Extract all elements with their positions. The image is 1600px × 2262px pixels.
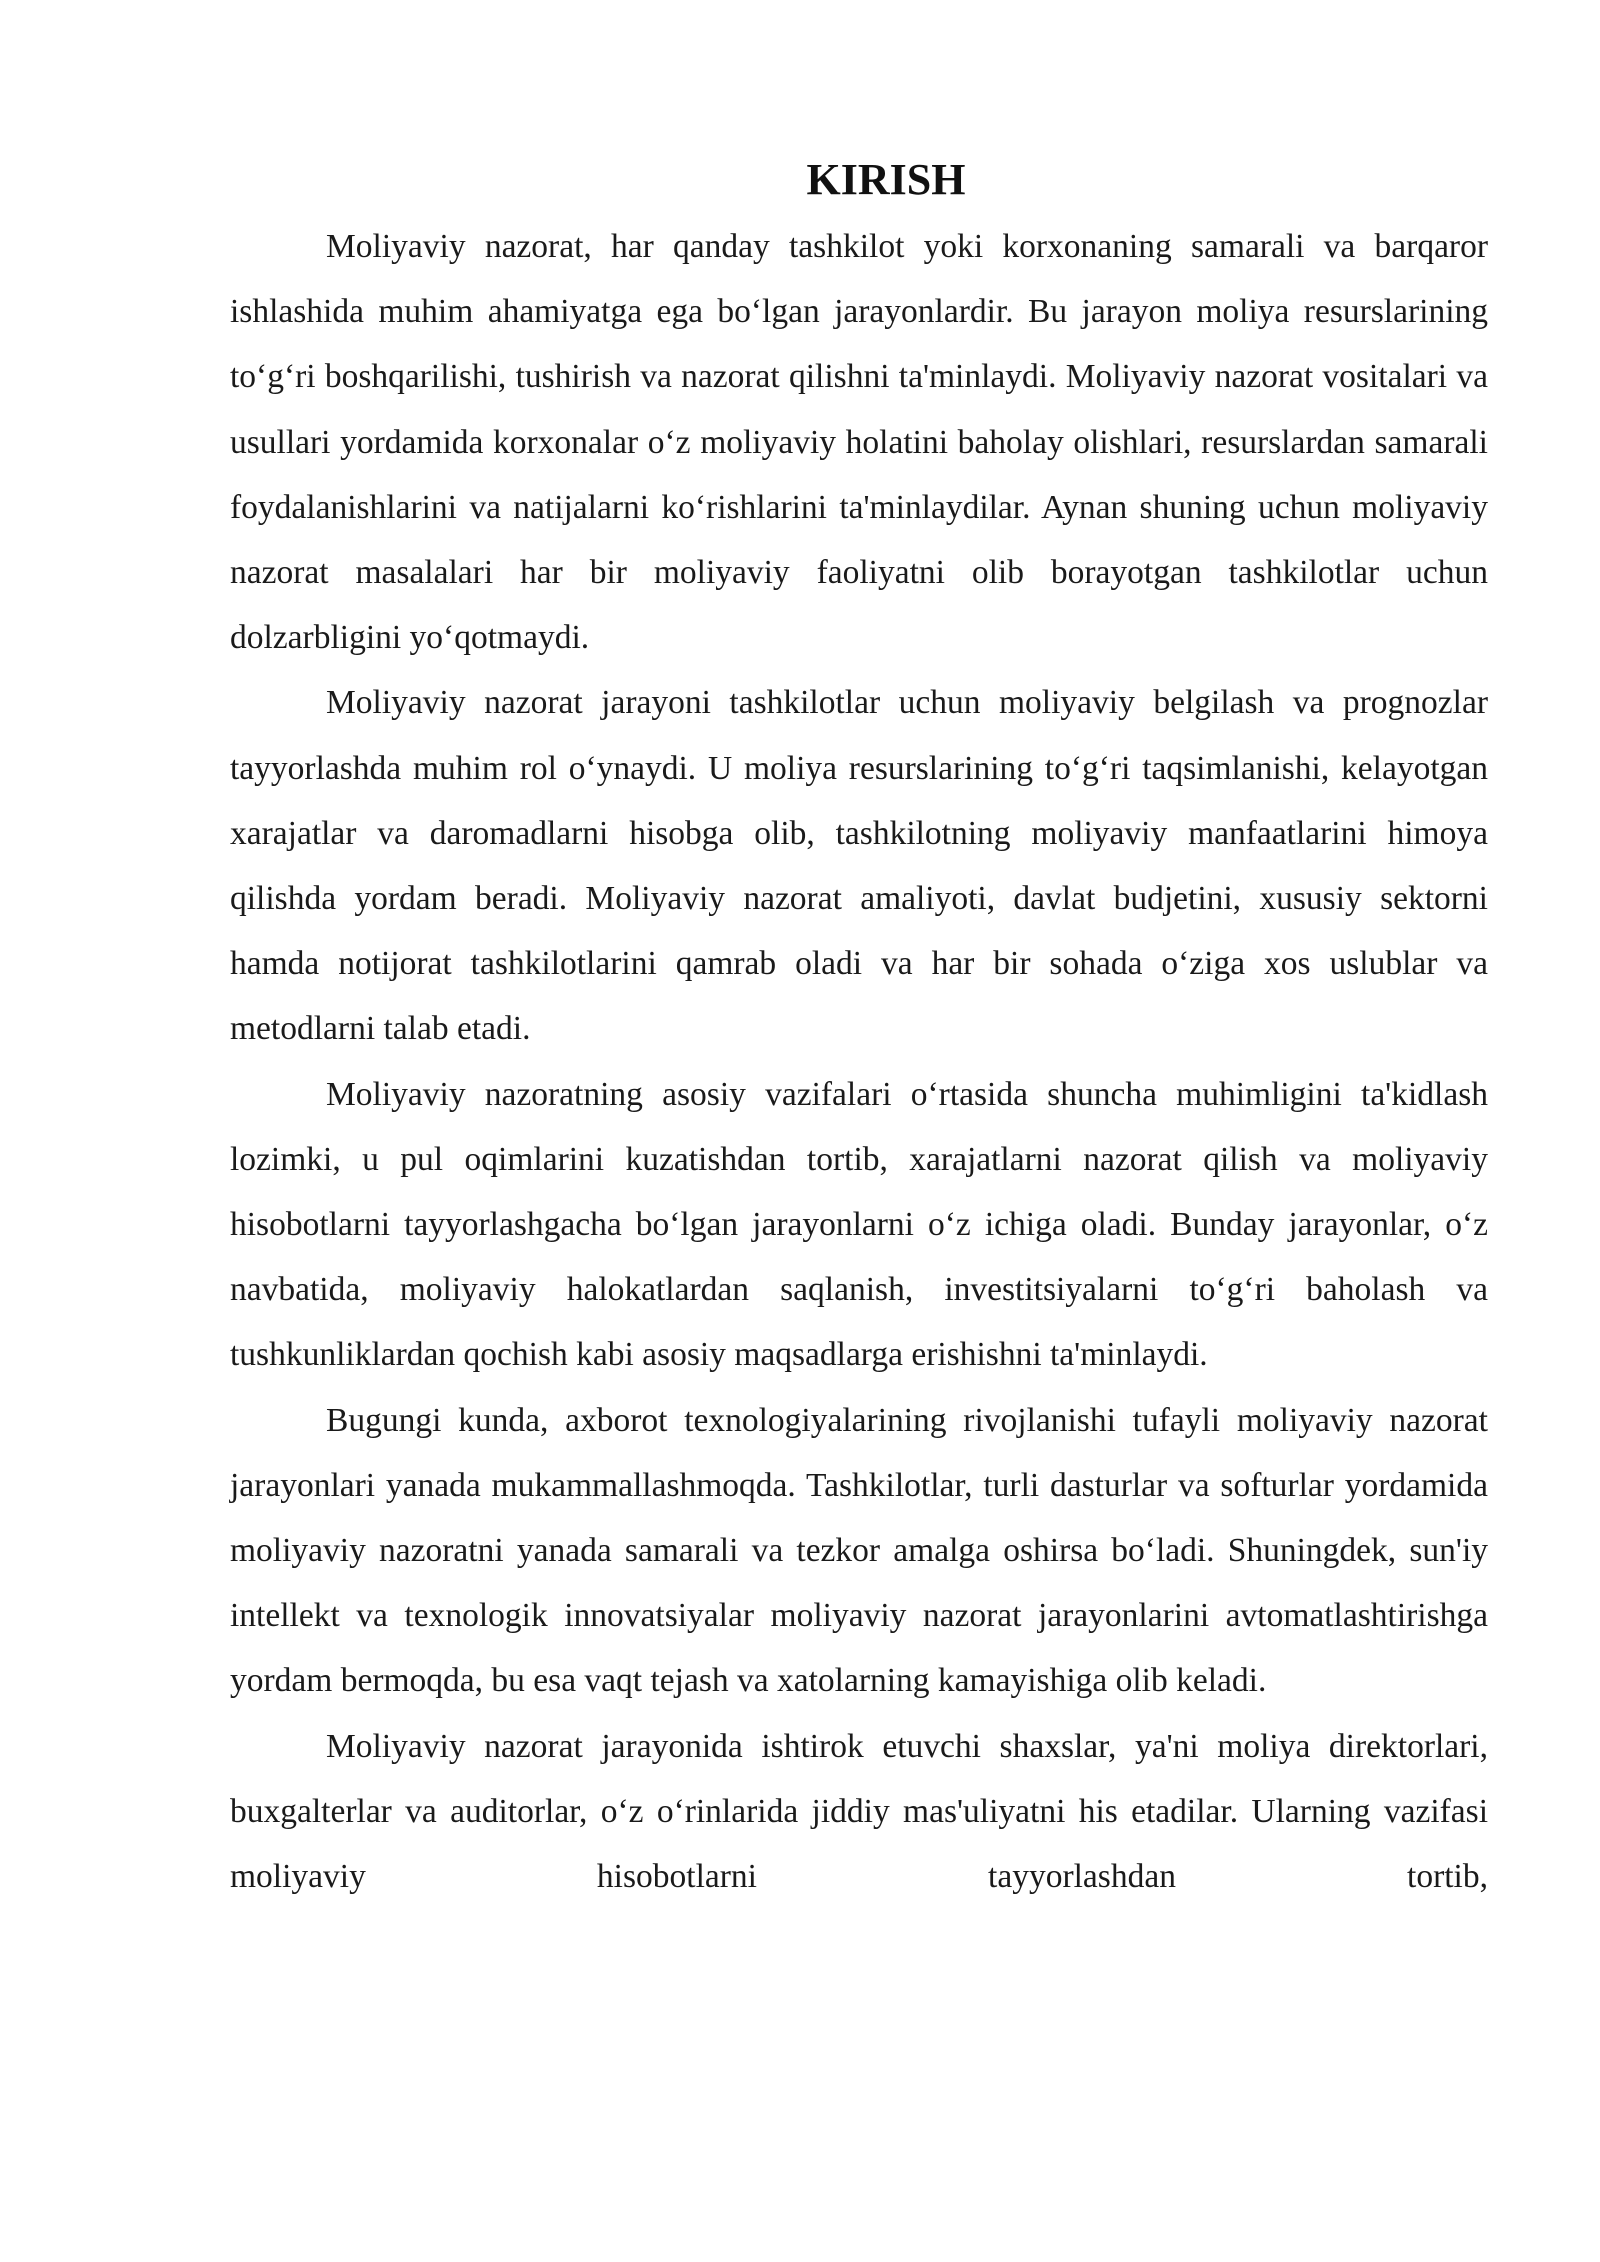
paragraph-3: Moliyaviy nazoratning asosiy vazifalari o‘rtasida shuncha muhimligini ta'kidlash lozimki, u pul oqimlarini kuzatishdan tortib, xarajatlarni nazorat qilish va moliyaviy hisobotlarni tayyorlashgacha bo‘lgan jarayonlarni o‘z ichiga oladi. Bunday jarayonlar, o‘z navbatida, moliyaviy halokatlardan saqlanish, investitsiyalarni to‘g‘ri baholash va tushkunliklardan qochish kabi asosiy maqsadlarga erishishni ta'minlaydi. xyxy=(230,1075,1488,1374)
paragraph-4: Bugungi kunda, axborot texnologiyalarining rivojlanishi tufayli moliyaviy nazorat jarayonlari yanada mukammallashmoqda. Tashkilotlar, turli dasturlar va softurlar yordamida moliyaviy nazoratni yanada samarali va tezkor amalga oshirsa bo‘ladi. Shuningdek, sun'iy intellekt va texnologik innovatsiyalar moliyaviy nazorat jarayonlarini avtomatlashtirishga yordam bermoqda, bu esa vaqt tejash va xatolarning kamayishiga olib keladi. xyxy=(230,1401,1488,1700)
paragraph-2: Moliyaviy nazorat jarayoni tashkilotlar uchun moliyaviy belgilash va prognozlar tayyorlashda muhim rol o‘ynaydi. U moliya resurslarining to‘g‘ri taqsimlanishi, kelayotgan xarajatlar va daromadlarni hisobga olib, tashkilotning moliyaviy manfaatlarini himoya qilishda yordam beradi. Moliyaviy nazorat amaliyoti, davlat budjetini, xususiy sektorni hamda notijorat tashkilotlarini qamrab oladi va har bir sohada o‘ziga xos uslublar va metodlarni talab etadi. xyxy=(230,684,1488,1048)
paragraph-5: Moliyaviy nazorat jarayonida ishtirok etuvchi shaxslar, ya'ni moliya direktorlari, buxgalterlar va auditorlar, o‘z o‘rinlarida jiddiy mas'uliyatni his etadilar. Ularning vazifasi moliyaviy hisobotlarni tayyorlashdan tortib, xyxy=(230,1727,1488,1896)
page-content xyxy=(230,148,1488,1909)
page-title: KIRISH xyxy=(806,155,966,204)
paragraph-1: Moliyaviy nazorat, har qanday tashkilot yoki korxonaning samarali va barqaror ishlashida muhim ahamiyatga ega bo‘lgan jarayonlardir. Bu jarayon moliya resurslarining to‘g‘ri boshqarilishi, tushirish va nazorat qilishni ta'minlaydi. Moliyaviy nazorat vositalari va usullari yordamida korxonalar o‘z moliyaviy holatini baholay olishlari, resurslardan samarali foydalanishlarini va natijalarni ko‘rishlarini ta'minlaydilar. Aynan shuning uchun moliyaviy nazorat masalalari har bir moliyaviy faoliyatni olib borayotgan tashkilotlar uchun dolzarbligini yo‘qotmaydi. xyxy=(230,228,1488,657)
